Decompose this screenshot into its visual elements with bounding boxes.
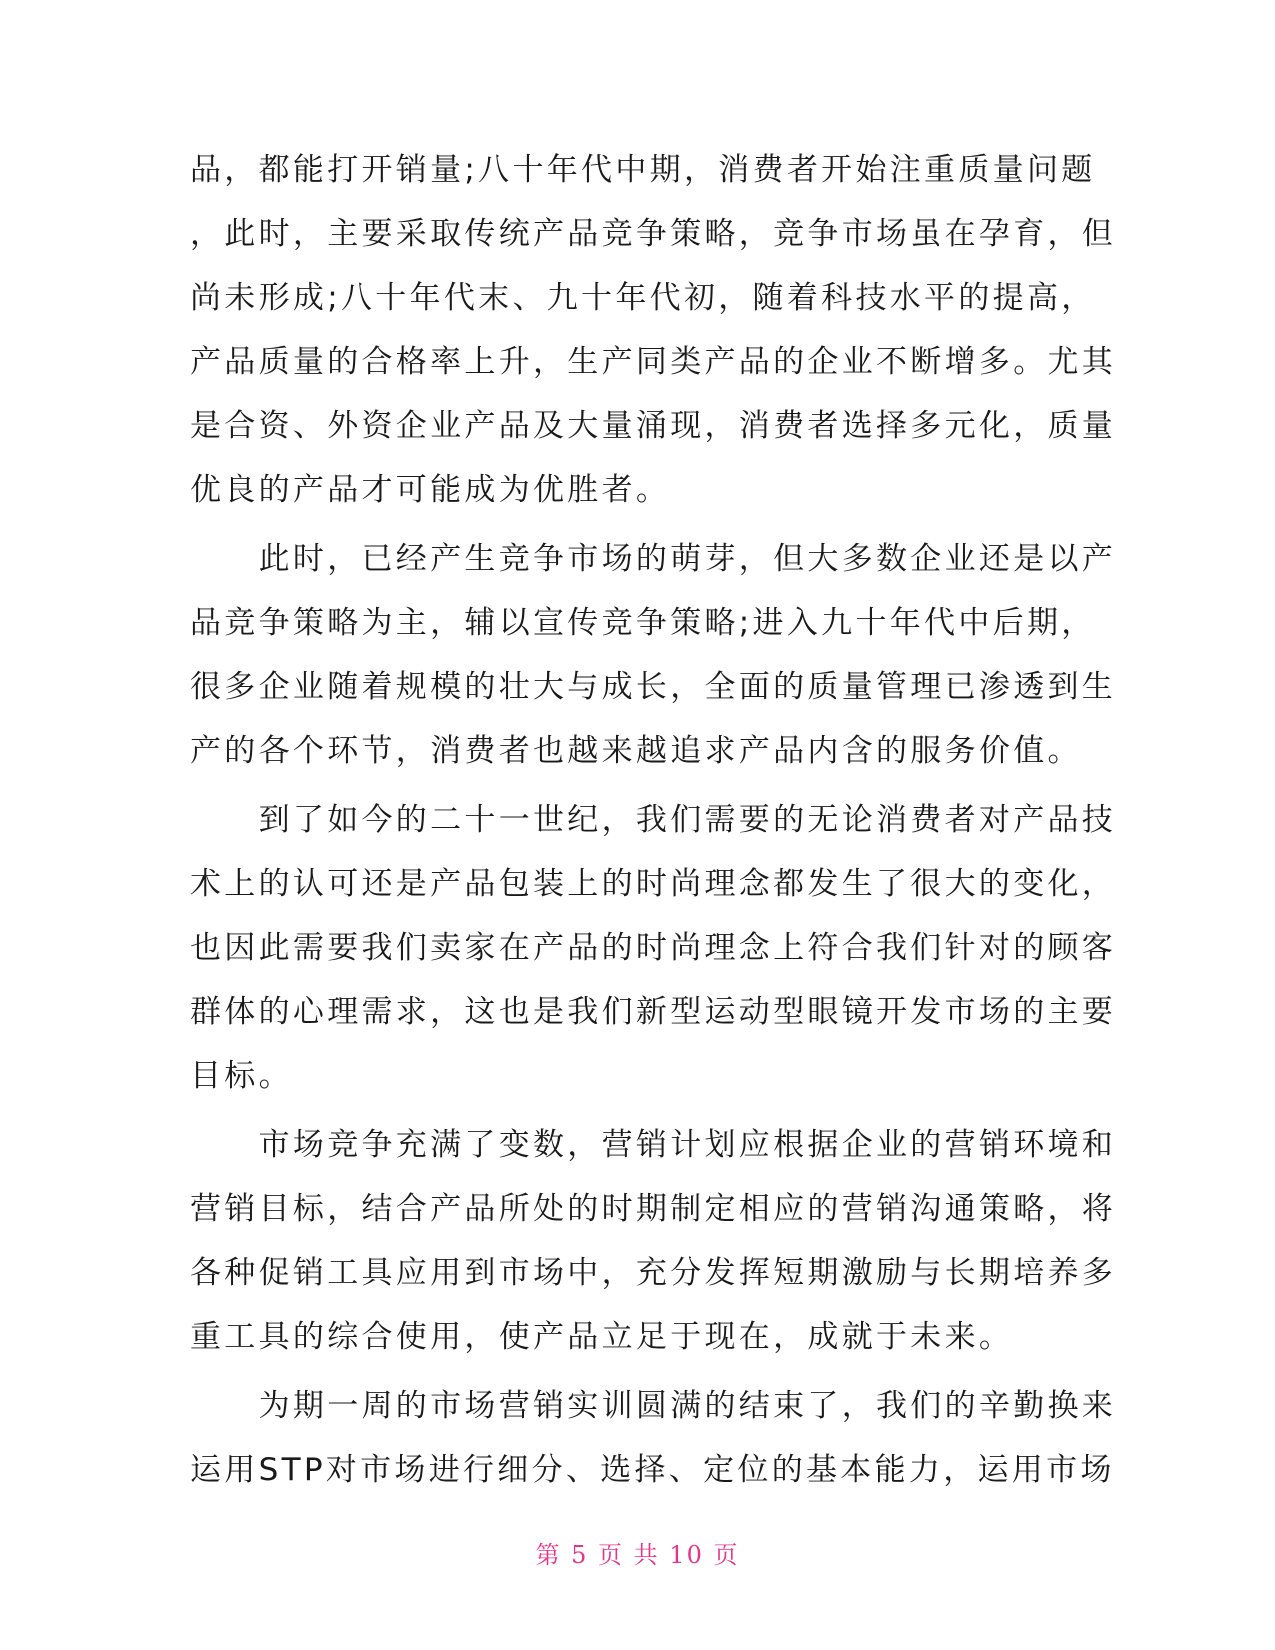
body-text: [190, 138, 1117, 1502]
text-line: 运用STP对市场进行细分、选择、定位的基本能力，运用市场: [190, 1452, 1115, 1488]
text-line: 重工具的综合使用，使产品立足于现在，成就于未来。: [190, 1319, 1014, 1355]
text-line: 术上的认可还是产品包装上的时尚理念都发生了很大的变化，: [190, 866, 1117, 902]
page-number-footer: 第 5 页 共 10 页: [535, 1541, 740, 1569]
text-line: 此时，已经产生竞争市场的萌芽，但大多数企业还是以产: [190, 541, 1117, 577]
text-line: 群体的心理需求，这也是我们新型运动型眼镜开发市场的主要: [190, 994, 1117, 1030]
text-line: 优良的产品才可能成为优胜者。: [190, 472, 671, 508]
text-line: 是合资、外资企业产品及大量涌现，消费者选择多元化，质量: [190, 408, 1117, 444]
text-line: ，此时，主要采取传统产品竞争策略，竞争市场虽在孕育，但: [190, 216, 1117, 252]
text-line: 产品质量的合格率上升，生产同类产品的企业不断增多。尤其: [190, 344, 1117, 380]
text-line: 为期一周的市场营销实训圆满的结束了，我们的辛勤换来: [190, 1388, 1117, 1424]
text-line: 目标。: [190, 1058, 293, 1094]
text-line: 尚未形成;八十年代末、九十年代初，随着科技水平的提高，: [190, 280, 1096, 316]
text-line: 营销目标，结合产品所处的时期制定相应的营销沟通策略，将: [190, 1191, 1117, 1227]
text-line: 市场竞争充满了变数，营销计划应根据企业的营销环境和: [190, 1127, 1117, 1163]
text-line: 到了如今的二十一世纪，我们需要的无论消费者对产品技: [190, 802, 1117, 838]
text-line: 产的各个环节，消费者也越来越追求产品内含的服务价值。: [190, 733, 1082, 769]
text-line: 品，都能打开销量;八十年代中期，消费者开始注重质量问题: [190, 152, 1096, 188]
text-line: 各种促销工具应用到市场中，充分发挥短期激励与长期培养多: [190, 1255, 1117, 1291]
text-line: 很多企业随着规模的壮大与成长，全面的质量管理已渗透到生: [190, 669, 1117, 705]
text-line: 也因此需要我们卖家在产品的时尚理念上符合我们针对的顾客: [190, 930, 1117, 966]
text-line: 品竞争策略为主，辅以宣传竞争策略;进入九十年代中后期，: [190, 605, 1096, 641]
